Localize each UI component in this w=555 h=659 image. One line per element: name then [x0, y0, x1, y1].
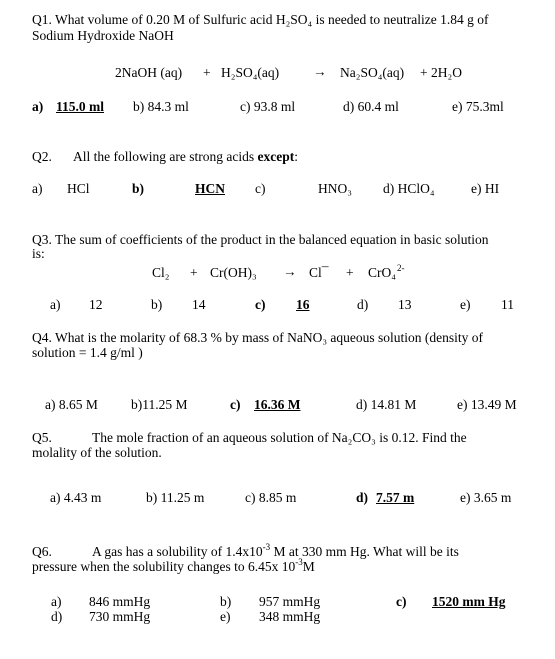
q5-option-c: c) 8.85 m: [245, 490, 297, 505]
q6-exponent1: -3: [262, 542, 271, 552]
q3-eq-reactant2: Cr(OH)₃: [210, 265, 257, 280]
q3-eq-product1: Cl¯: [309, 265, 329, 280]
q2-option-c-value: HNO₃: [318, 181, 352, 196]
q2-option-b-answer: HCN: [195, 181, 225, 196]
q1-eq-reactant2: H₂SO₄(aq): [221, 65, 280, 80]
q5-option-b: b) 11.25 m: [146, 490, 205, 505]
q3-option-c-label: c): [255, 297, 266, 312]
q6-option-b-value: 957 mmHg: [259, 594, 321, 609]
q2-except-word: except: [257, 149, 295, 164]
q4-option-e: e) 13.49 M: [457, 397, 517, 412]
q2-option-b-label: b): [132, 181, 145, 196]
q1-eq-product1: Na₂SO₄(aq): [340, 65, 405, 80]
q3-option-e-value: 11: [501, 297, 514, 312]
q6-line2: pressure when the solubility changes to 6.45x $10^{-3}M$: [32, 557, 315, 574]
q5-option-a: a) 4.43 m: [50, 490, 102, 505]
q1-option-e: e) 75.3ml: [452, 99, 504, 114]
q3-option-d-label: d): [357, 297, 369, 312]
q2-option-e: e) HI: [471, 181, 500, 196]
q1-option-b: b) 84.3 ml: [133, 99, 189, 114]
q5-option-e: e) 3.65 m: [460, 490, 512, 505]
q3-eq-plus2: +: [346, 265, 354, 280]
q6-option-d-value: 730 mmHg: [89, 609, 151, 624]
q5-option-d-answer: 7.57 m: [376, 490, 415, 505]
q3-option-e-label: e): [460, 297, 471, 312]
q3-eq-product2: CrO₄$^{2-}$: [368, 263, 405, 280]
q1-line2: Sodium Hydroxide NaOH: [32, 28, 174, 43]
q4-line2: solution = 1.4 g/ml ): [32, 345, 143, 360]
q2-option-d: d) HClO₄: [383, 181, 435, 196]
q2-option-a-value: HCl: [67, 181, 90, 196]
q3-eq-arrow: →: [283, 264, 297, 279]
q4-option-d: d) 14.81 M: [356, 397, 417, 412]
q1-option-a-answer: 115.0 ml: [56, 99, 105, 114]
q3-eq-reactant1: Cl₂: [152, 265, 170, 280]
q2-option-c-label: c): [255, 181, 266, 196]
q1-option-c: c) 93.8 ml: [240, 99, 296, 114]
q1-option-a-label: a): [32, 99, 44, 114]
q1-option-d: d) 60.4 ml: [343, 99, 399, 114]
q3-eq-plus1: +: [190, 265, 198, 280]
q5-line2: molality of the solution.: [32, 445, 162, 460]
q6-line1: A gas has a solubility of $1.4x10^{-3}$ M at 330 mm Hg. What will be its: [92, 542, 459, 559]
q6-number: Q6.: [32, 544, 52, 559]
q6-option-b-label: b): [220, 594, 232, 609]
q6-option-e-value: 348 mmHg: [259, 609, 321, 624]
q3-option-a-value: 12: [89, 297, 103, 312]
q4-option-c-answer: 16.36 M: [254, 397, 301, 412]
q2-question: All the following are strong acids except:: [73, 149, 298, 164]
q1-eq-reactant1: 2NaOH (aq): [115, 65, 183, 80]
q3-option-b-value: 14: [192, 297, 206, 312]
q6-option-e-label: e): [220, 609, 231, 624]
q3-line2: is:: [32, 246, 45, 261]
q4-option-a: a) 8.65 M: [45, 397, 98, 412]
q3-line1: Q3. The sum of coefficients of the product in the balanced equation in basic solution: [32, 232, 489, 247]
q1-eq-plus: +: [203, 65, 211, 80]
q3-option-a-label: a): [50, 297, 61, 312]
q6-option-d-label: d): [51, 609, 63, 624]
q3-option-c-answer: 16: [296, 297, 310, 312]
q1-eq-arrow: →: [313, 64, 327, 79]
q6-option-c-label: c): [396, 594, 407, 609]
q5-option-d-label: d): [356, 490, 369, 505]
q4-option-c-label: c): [230, 397, 241, 412]
q4-option-b: b)11.25 M: [131, 397, 188, 412]
q3-option-b-label: b): [151, 297, 163, 312]
q2-option-a-label: a): [32, 181, 43, 196]
q6-option-a-value: 846 mmHg: [89, 594, 151, 609]
q3-option-d-value: 13: [398, 297, 412, 312]
q5-line1: The mole fraction of an aqueous solution of Na₂CO₃ is 0.12. Find the: [92, 430, 467, 445]
q6-exponent2: -3: [295, 557, 303, 567]
q2-number: Q2.: [32, 149, 52, 164]
q3-eq-charge: 2-: [396, 263, 405, 273]
q6-option-c-answer: 1520 mm Hg: [432, 594, 506, 609]
q1-eq-product2: + 2H₂O: [420, 65, 462, 80]
q6-option-a-label: a): [51, 594, 62, 609]
q5-number: Q5.: [32, 430, 52, 445]
q4-line1: Q4. What is the molarity of 68.3 % by mass of NaNO₃ aqueous solution (density of: [32, 330, 484, 345]
q1-line1: Q1. What volume of 0.20 M of Sulfuric acid H₂SO₄ is needed to neutralize 1.84 g of: [32, 12, 489, 27]
